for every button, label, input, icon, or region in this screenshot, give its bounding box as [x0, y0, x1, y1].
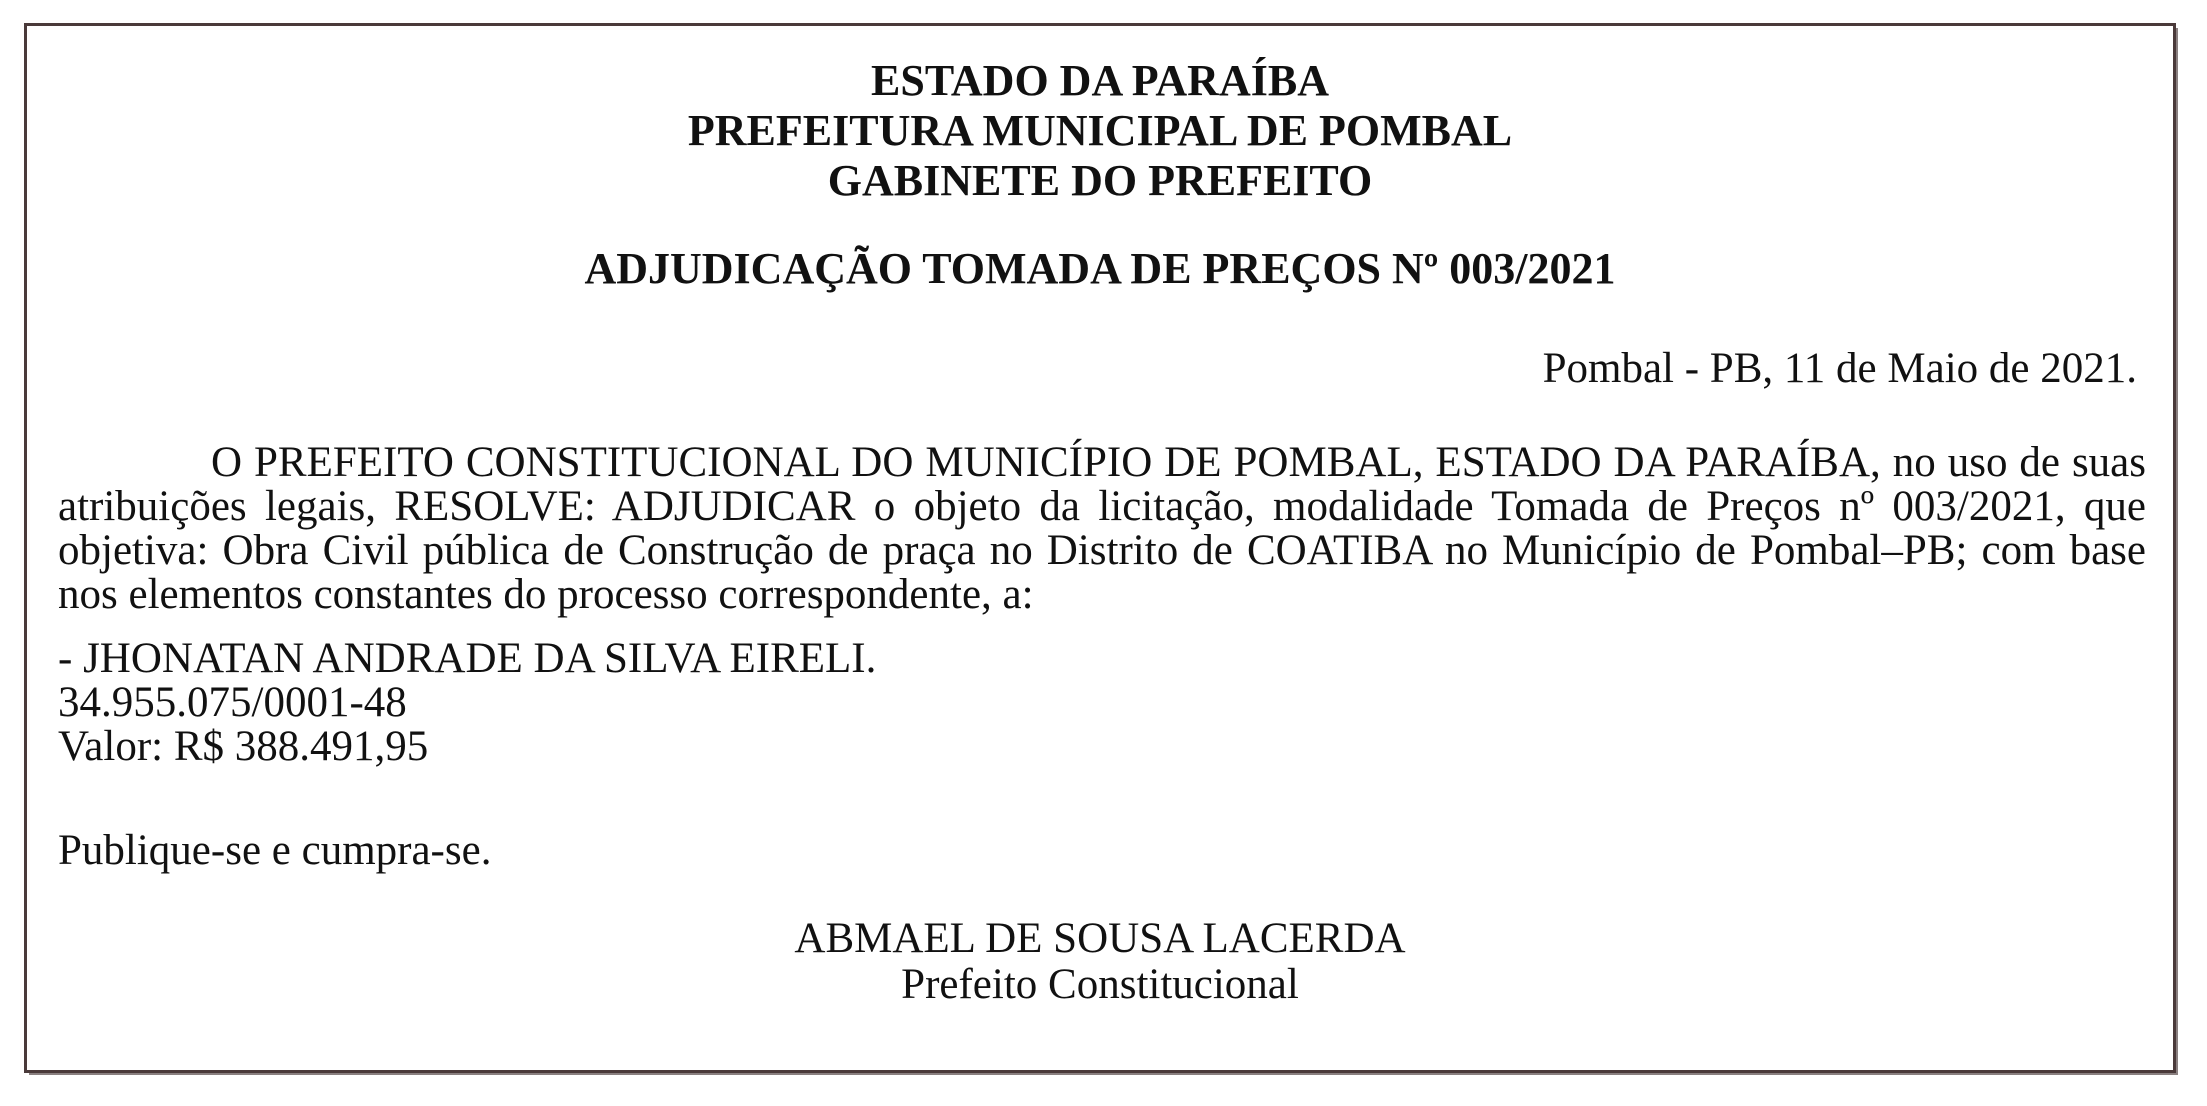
signatory-name: ABMAEL DE SOUSA LACERDA — [794, 915, 1406, 962]
header-municipality: PREFEITURA MUNICIPAL DE POMBAL — [687, 106, 1513, 155]
document-border — [24, 23, 2176, 1073]
date-line: Pombal - PB, 11 de Maio de 2021. — [1542, 345, 2137, 392]
winner-value: Valor: R$ 388.491,95 — [58, 723, 429, 770]
header-office: GABINETE DO PREFEITO — [827, 156, 1373, 205]
winner-details — [58, 637, 876, 769]
winner-name: - JHONATAN ANDRADE DA SILVA EIRELI. — [58, 635, 877, 682]
signatory-role: Prefeito Constitucional — [901, 961, 1299, 1008]
closing-line: Publique-se e cumpra-se. — [58, 827, 492, 874]
signature-block — [27, 916, 2173, 1008]
document-header — [27, 56, 2173, 206]
winner-cnpj: 34.955.075/0001-48 — [58, 679, 407, 726]
resolution-paragraph: O PREFEITO CONSTITUCIONAL DO MUNICÍPIO DE POMBAL, ESTADO DA PARAÍBA, no uso de suas atribuições legais, RESOLVE: ADJUDICAR o objeto da licitação, modalidade Tomada de Preços nº 003/2021, que objetiva: Obra Civil pública de Construção de praça no Distrito de COATIBA no Município de Pombal–PB; com base nos elementos constantes do processo correspondente, a: — [58, 439, 2146, 618]
header-state: ESTADO DA PARAÍBA — [871, 56, 1329, 105]
document-title: ADJUDICAÇÃO TOMADA DE PREÇOS Nº 003/2021 — [584, 244, 1616, 293]
